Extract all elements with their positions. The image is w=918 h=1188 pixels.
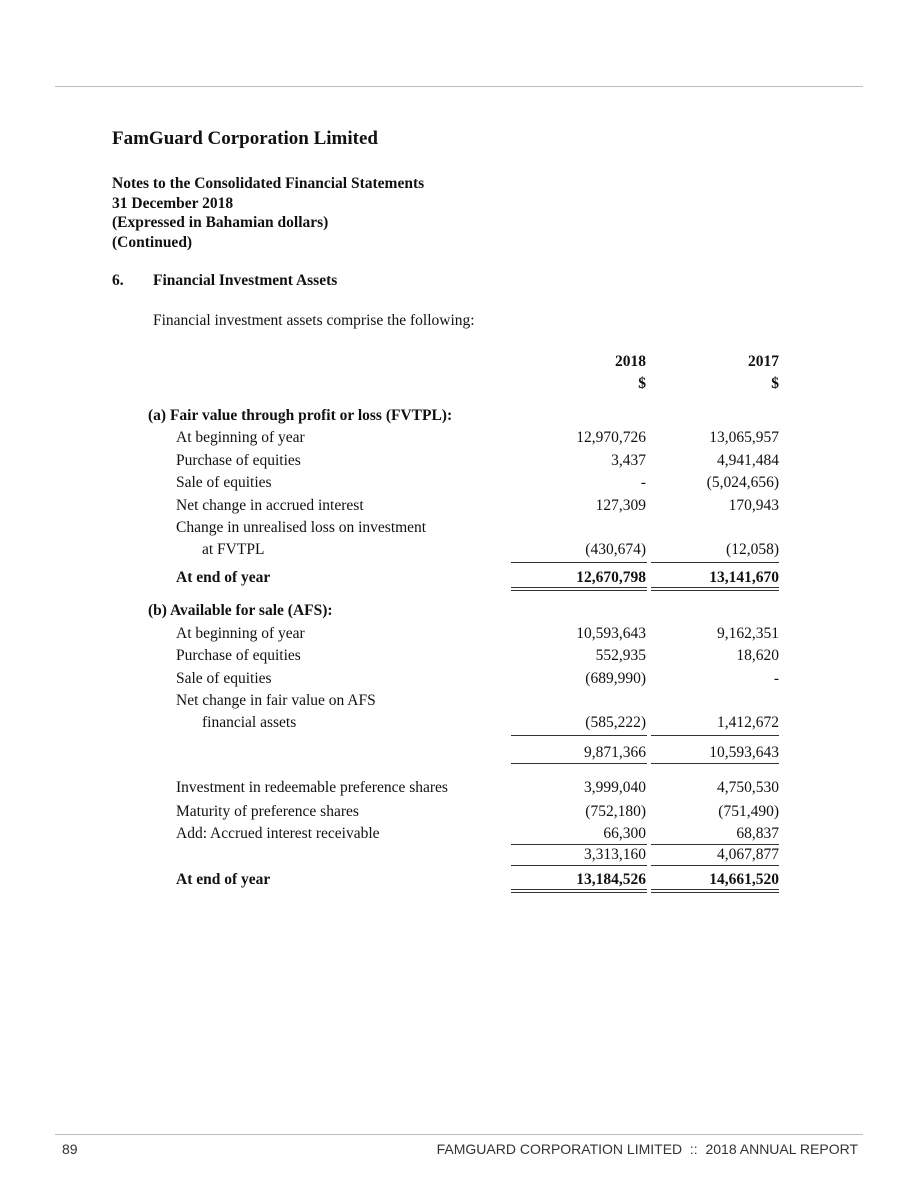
subtotal-rule	[651, 562, 779, 563]
subtotal-rule	[511, 735, 647, 736]
subtotal-rule	[651, 735, 779, 736]
afs-subtotal-2017: 10,593,643	[709, 744, 779, 761]
subtotal-rule	[651, 865, 779, 866]
table-row-label: Investment in redeemable preference shares	[176, 779, 448, 796]
double-underline	[651, 587, 779, 588]
table-cell-2018: (689,990)	[585, 670, 646, 687]
double-underline	[511, 889, 647, 890]
table-row-label: Sale of equities	[176, 474, 272, 491]
column-header-2018: 2018	[615, 353, 646, 370]
table-row-label-continued: financial assets	[202, 714, 297, 731]
table-cell-2017: 4,941,484	[717, 452, 779, 469]
table-cell-2017: (751,490)	[718, 803, 779, 820]
table-cell-2018: (752,180)	[585, 803, 646, 820]
table-row-label: Net change in accrued interest	[176, 497, 364, 514]
report-title: FAMGUARD CORPORATION LIMITED :: 2018 ANNUAL REPORT	[436, 1141, 858, 1157]
subtotal-rule	[651, 844, 779, 845]
grand-total-2017: 14,661,520	[709, 871, 779, 888]
section-title: Financial Investment Assets	[153, 272, 338, 289]
double-underline	[511, 587, 647, 588]
table-cell-2018: (430,674)	[585, 541, 646, 558]
currency-note: (Expressed in Bahamian dollars)	[112, 214, 329, 231]
table-cell-2017: 4,750,530	[717, 779, 779, 796]
afs-subtotal-2018: 9,871,366	[584, 744, 646, 761]
double-underline	[651, 889, 779, 890]
grand-total-2018: 13,184,526	[576, 871, 646, 888]
table-cell-2018: 10,593,643	[576, 625, 646, 642]
table-cell-2017: 9,162,351	[717, 625, 779, 642]
table-cell-2017: 68,837	[736, 825, 779, 842]
table-row-label: Add: Accrued interest receivable	[176, 825, 380, 842]
currency-symbol-2018: $	[638, 375, 646, 392]
table-cell-2017: 18,620	[736, 647, 779, 664]
table-cell-2017: (5,024,656)	[706, 474, 779, 491]
header-rule	[55, 86, 863, 87]
fvtpl-total-2017: 13,141,670	[709, 569, 779, 586]
table-cell-2017: 170,943	[728, 497, 779, 514]
subtotal-rule	[511, 763, 647, 764]
table-row-label: Maturity of preference shares	[176, 803, 359, 820]
subtotal-rule	[511, 844, 647, 845]
currency-symbol-2017: $	[771, 375, 779, 392]
table-row-label: Purchase of equities	[176, 452, 301, 469]
preference-subtotal-2017: 4,067,877	[717, 846, 779, 863]
table-row-label: Purchase of equities	[176, 647, 301, 664]
double-underline	[511, 590, 647, 591]
table-cell-2017: (12,058)	[726, 541, 779, 558]
subtotal-rule	[511, 865, 647, 866]
double-underline	[511, 892, 647, 893]
table-cell-2018: 552,935	[595, 647, 646, 664]
table-cell-2018: 66,300	[603, 825, 646, 842]
section-intro: Financial investment assets comprise the following:	[153, 312, 475, 329]
company-name: FamGuard Corporation Limited	[112, 128, 378, 149]
fvtpl-total-2018: 12,670,798	[576, 569, 646, 586]
page-number: 89	[62, 1141, 78, 1157]
fvtpl-heading: (a) Fair value through profit or loss (FVTPL):	[148, 407, 453, 424]
grand-total-label: At end of year	[176, 871, 271, 888]
table-row-label: Change in unrealised loss on investment	[176, 519, 427, 536]
afs-heading: (b) Available for sale (AFS):	[148, 602, 333, 619]
table-row-label: Net change in fair value on AFS	[176, 692, 376, 709]
table-cell-2018: -	[640, 474, 646, 491]
footer-rule	[55, 1134, 863, 1135]
statement-date: 31 December 2018	[112, 195, 234, 212]
double-underline	[651, 892, 779, 893]
table-cell-2018: 3,437	[611, 452, 646, 469]
table-cell-2018: (585,222)	[585, 714, 646, 731]
column-header-2017: 2017	[748, 353, 779, 370]
table-row-label: Sale of equities	[176, 670, 272, 687]
notes-title: Notes to the Consolidated Financial Statements	[112, 175, 425, 192]
table-cell-2017: -	[773, 670, 779, 687]
section-number: 6.	[112, 272, 124, 289]
subtotal-rule	[651, 763, 779, 764]
subtotal-rule	[511, 562, 647, 563]
fvtpl-total-label: At end of year	[176, 569, 271, 586]
table-row-label: At beginning of year	[176, 429, 305, 446]
continued-note: (Continued)	[112, 234, 193, 251]
preference-subtotal-2018: 3,313,160	[584, 846, 646, 863]
table-cell-2018: 3,999,040	[584, 779, 646, 796]
table-cell-2017: 13,065,957	[709, 429, 779, 446]
table-cell-2017: 1,412,672	[717, 714, 779, 731]
table-cell-2018: 127,309	[595, 497, 646, 514]
table-cell-2018: 12,970,726	[576, 429, 646, 446]
double-underline	[651, 590, 779, 591]
table-row-label: At beginning of year	[176, 625, 305, 642]
table-row-label-continued: at FVTPL	[202, 541, 265, 558]
